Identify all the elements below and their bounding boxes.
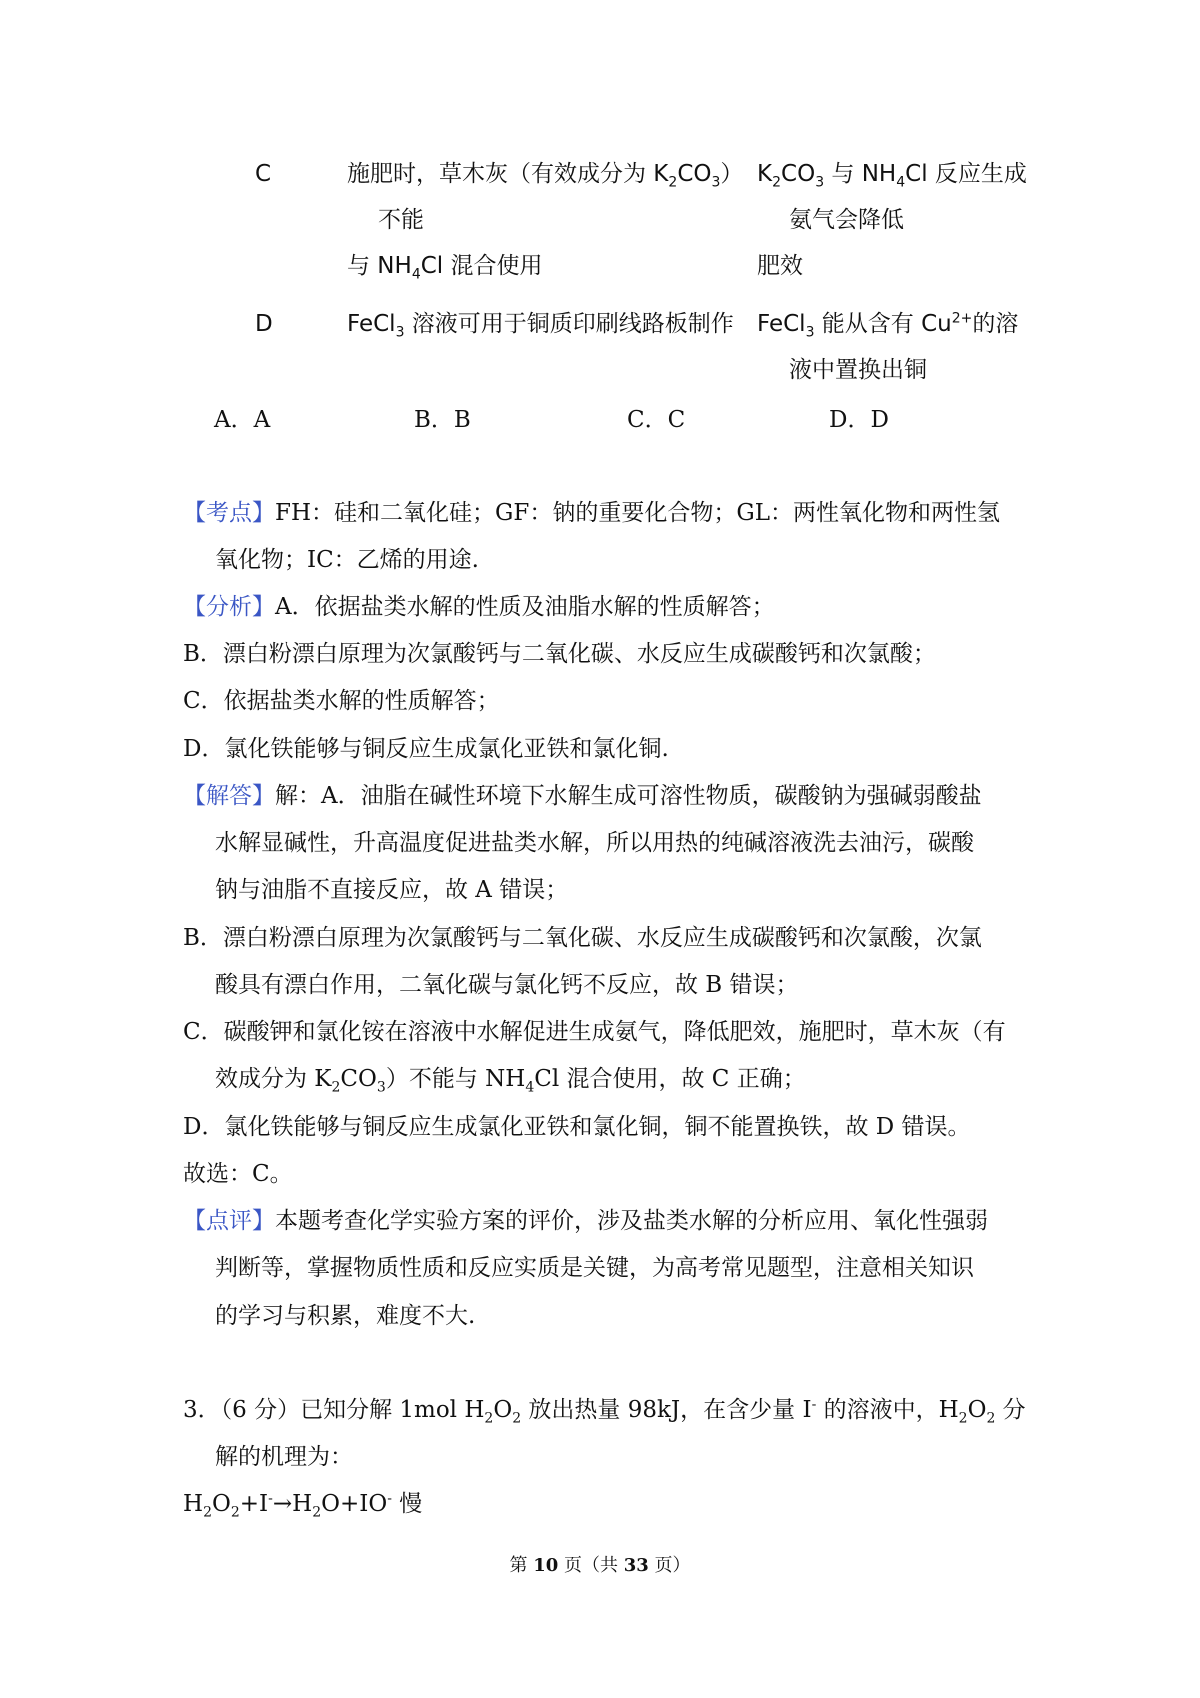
- page-footer: 第 10 页（共 33 页）: [509, 1555, 691, 1576]
- option-b: B．B: [414, 407, 471, 433]
- jieda-line-1: 【解答】解：A．油脂在碱性环境下水解生成可溶性物质，碳酸钠为强碱弱酸盐: [183, 783, 982, 809]
- fenxi-line-4: D．氯化铁能够与铜反应生成氯化亚铁和氯化铜.: [183, 736, 669, 762]
- row-d-label: D: [255, 311, 273, 337]
- row-d-reason-line-2: 液中置换出铜: [789, 357, 927, 383]
- dianping-line-1: 【点评】本题考查化学实验方案的评价，涉及盐类水解的分析应用、氧化性强弱: [183, 1208, 988, 1234]
- question-3-line-3: $H_2O_2+I^-\to H_2O+IO^-$ 慢: [183, 1490, 423, 1521]
- dianping-line-2: 判断等，掌握物质性质和反应实质是关键，为高考常见题型，注意相关知识: [215, 1255, 974, 1281]
- jieda-line-5: 酸具有漂白作用，二氧化碳与氯化钙不反应，故 B 错误；: [215, 972, 799, 998]
- jieda-line-7: 效成分为 $K_2CO_3$）不能与 $NH_4Cl$ 混合使用，故 C 正确；: [215, 1066, 806, 1096]
- row-c-reason-line-3: 肥效: [757, 253, 803, 279]
- row-c-practice-line-2: 不能: [378, 207, 424, 233]
- kaodian-tag: 【考点】: [183, 500, 275, 526]
- fenxi-line-1: 【分析】A．依据盐类水解的性质及油脂水解的性质解答；: [183, 594, 775, 620]
- row-c-practice-line-1: 施肥时，草木灰（有效成分为 $K_2CO_3$）: [347, 161, 744, 191]
- current-page-number: 10: [533, 1555, 559, 1576]
- kaodian-line-2: 氧化物；IC：乙烯的用途.: [215, 547, 479, 573]
- jieda-line-9: 故选：C。: [183, 1161, 293, 1187]
- row-c-label: C: [255, 161, 272, 187]
- option-c: C．C: [627, 407, 686, 433]
- jieda-line-3: 钠与油脂不直接反应，故 A 错误；: [215, 877, 569, 903]
- dianping-tag: 【点评】: [183, 1208, 275, 1234]
- option-d: D．D: [829, 407, 889, 433]
- jieda-line-4: B．漂白粉漂白原理为次氯酸钙与二氧化碳、水反应生成碳酸钙和次氯酸，次氯: [183, 925, 982, 951]
- option-a: A．A: [214, 407, 271, 433]
- dianping-line-3: 的学习与积累，难度不大.: [215, 1303, 476, 1329]
- fenxi-line-3: C．依据盐类水解的性质解答；: [183, 688, 500, 714]
- fenxi-tag: 【分析】: [183, 594, 275, 620]
- row-c-reason-line-1: $K_2CO_3$ 与 $NH_4Cl$ 反应生成: [757, 161, 1027, 191]
- jieda-line-6: C．碳酸钾和氯化铵在溶液中水解促进生成氨气，降低肥效，施肥时，草木灰（有: [183, 1019, 1006, 1045]
- question-3-line-2: 解的机理为：: [215, 1444, 353, 1470]
- fenxi-line-2: B．漂白粉漂白原理为次氯酸钙与二氧化碳、水反应生成碳酸钙和次氯酸；: [183, 641, 936, 667]
- row-d-reason-line-1: FeCl$_3$ 能从含有 $Cu^{2+}$的溶: [757, 310, 1019, 341]
- total-page-count: 33: [623, 1555, 649, 1576]
- question-3-line-1: 3．（6 分）已知分解 1mol $H_2O_2$ 放出热量 98kJ，在含少量 I- 的溶液中，$H_2O_2$ 分: [183, 1396, 1026, 1427]
- row-c-practice-line-3: 与 $NH_4Cl$ 混合使用: [347, 253, 543, 283]
- jieda-tag: 【解答】: [183, 783, 275, 809]
- kaodian-line-1: 【考点】FH：硅和二氧化硅；GF：钠的重要化合物；GL：两性氧化物和两性氢: [183, 500, 1000, 526]
- row-c-reason-line-2: 氨气会降低: [789, 207, 904, 233]
- row-d-practice: FeCl$_3$ 溶液可用于铜质印刷线路板制作: [347, 311, 734, 341]
- jieda-line-2: 水解显碱性，升高温度促进盐类水解，所以用热的纯碱溶液洗去油污，碳酸: [215, 830, 974, 856]
- jieda-line-8: D．氯化铁能够与铜反应生成氯化亚铁和氯化铜，铜不能置换铁，故 D 错误。: [183, 1114, 971, 1140]
